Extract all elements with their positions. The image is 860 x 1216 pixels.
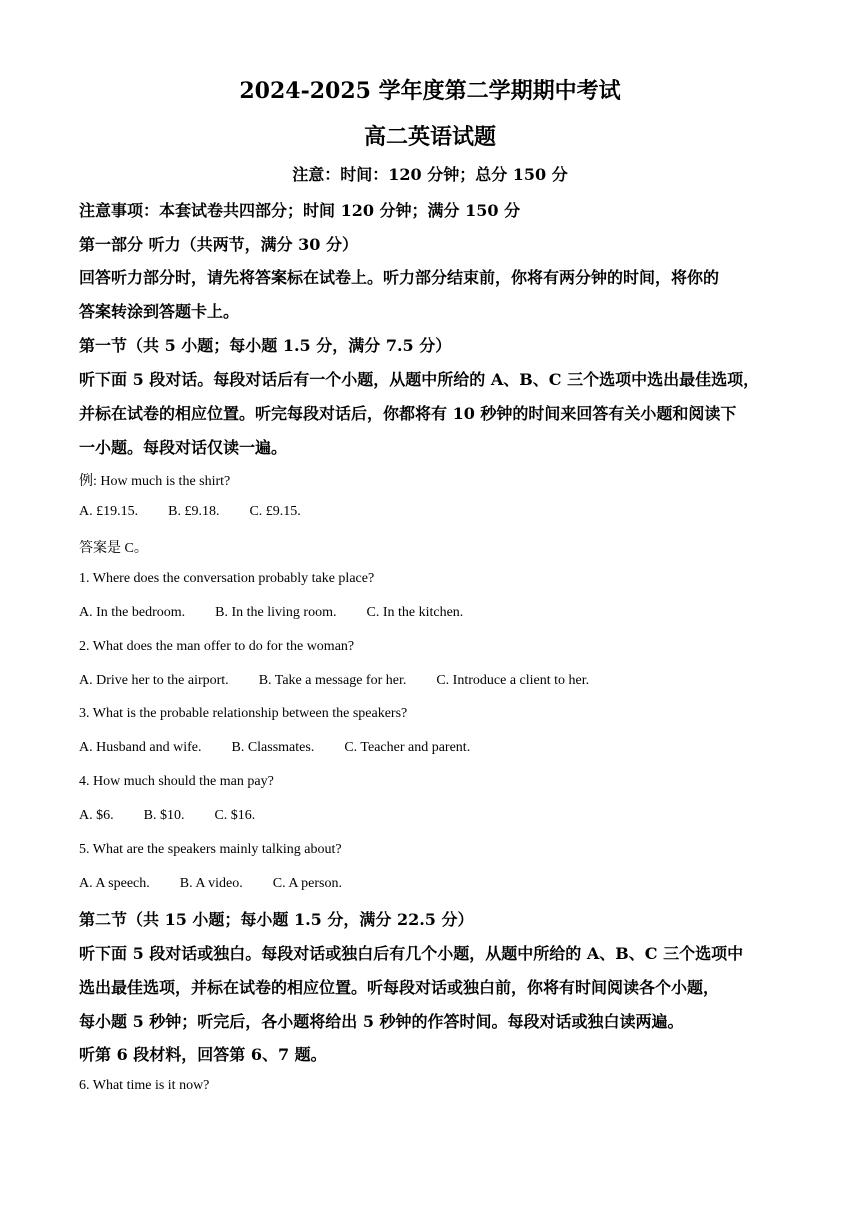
instructions-line: 注意事项：本套试卷共四部分；时间 120 分钟；满分 150 分 <box>79 201 521 220</box>
part1-heading: 第一部分 听力（共两节，满分 30 分） <box>79 235 358 254</box>
exam-title: 2024-2025 学年度第二学期期中考试 <box>239 78 621 104</box>
option-c: C. In the kitchen. <box>366 605 464 620</box>
option-b: B. Classmates. <box>231 740 315 755</box>
option-a: A. Husband and wife. <box>79 740 202 755</box>
question-6: 6. What time is it now? <box>79 1078 210 1093</box>
question-2-options <box>79 673 619 689</box>
question-4-options <box>79 808 285 824</box>
exam-note: 注意：时间：120 分钟；总分 150 分 <box>292 165 568 184</box>
option-b: B. £9.18. <box>168 504 220 519</box>
section2-desc: 听下面 5 段对话或独白。每段对话或独白后有几个小题，从题中所给的 A、B、C 三个选项中 <box>79 944 744 963</box>
option-b: B. $10. <box>143 808 185 823</box>
part1-desc: 回答听力部分时，请先将答案标在试卷上。听力部分结束前，你将有两分钟的时间，将你的 <box>79 268 720 287</box>
section1-desc: 并标在试卷的相应位置。听完每段对话后，你都将有 10 秒钟的时间来回答有关小题和阅读下 <box>79 404 737 423</box>
section2-heading: 第二节（共 15 小题；每小题 1.5 分，满分 22.5 分） <box>79 910 474 929</box>
question-3: 3. What is the probable relationship between the speakers? <box>79 706 408 721</box>
subject-title: 高二英语试题 <box>363 124 496 150</box>
material-6-heading: 听第 6 段材料，回答第 6、7 题。 <box>79 1045 327 1064</box>
section1-desc: 一小题。每段对话仅读一遍。 <box>79 438 288 457</box>
example-question: 例: How much is the shirt? <box>79 474 231 489</box>
option-a: A. Drive her to the airport. <box>79 673 229 688</box>
question-1-options <box>79 605 493 621</box>
option-a: A. A speech. <box>79 876 150 891</box>
question-5: 5. What are the speakers mainly talking about? <box>79 842 342 857</box>
question-5-options <box>79 876 372 892</box>
section1-heading: 第一节（共 5 小题；每小题 1.5 分，满分 7.5 分） <box>79 336 452 355</box>
option-a: A. £19.15. <box>79 504 139 519</box>
option-c: C. A person. <box>272 876 343 891</box>
question-3-options <box>79 740 500 756</box>
example-answer: 答案是 C。 <box>79 541 148 556</box>
option-b: B. Take a message for her. <box>258 673 407 688</box>
option-a: A. $6. <box>79 808 114 823</box>
section2-desc: 选出最佳选项，并标在试卷的相应位置。听每段对话或独白前，你将有时间阅读各个小题， <box>79 978 720 997</box>
question-4: 4. How much should the man pay? <box>79 774 274 789</box>
question-1: 1. Where does the conversation probably take place? <box>79 571 375 586</box>
option-c: C. $16. <box>214 808 256 823</box>
part1-desc: 答案转涂到答题卡上。 <box>79 302 240 321</box>
question-2: 2. What does the man offer to do for the woman? <box>79 639 355 654</box>
option-a: A. In the bedroom. <box>79 605 186 620</box>
section2-desc: 每小题 5 秒钟；听完后，各小题将给出 5 秒钟的作答时间。每段对话或独白读两遍。 <box>79 1012 684 1031</box>
option-b: B. In the living room. <box>215 605 337 620</box>
section1-desc: 听下面 5 段对话。每段对话后有一个小题，从题中所给的 A、B、C 三个选项中选出最佳选项， <box>79 370 760 389</box>
option-c: C. £9.15. <box>249 504 301 519</box>
option-b: B. A video. <box>179 876 243 891</box>
option-c: C. Introduce a client to her. <box>436 673 590 688</box>
option-c: C. Teacher and parent. <box>344 740 471 755</box>
example-options <box>79 504 331 520</box>
